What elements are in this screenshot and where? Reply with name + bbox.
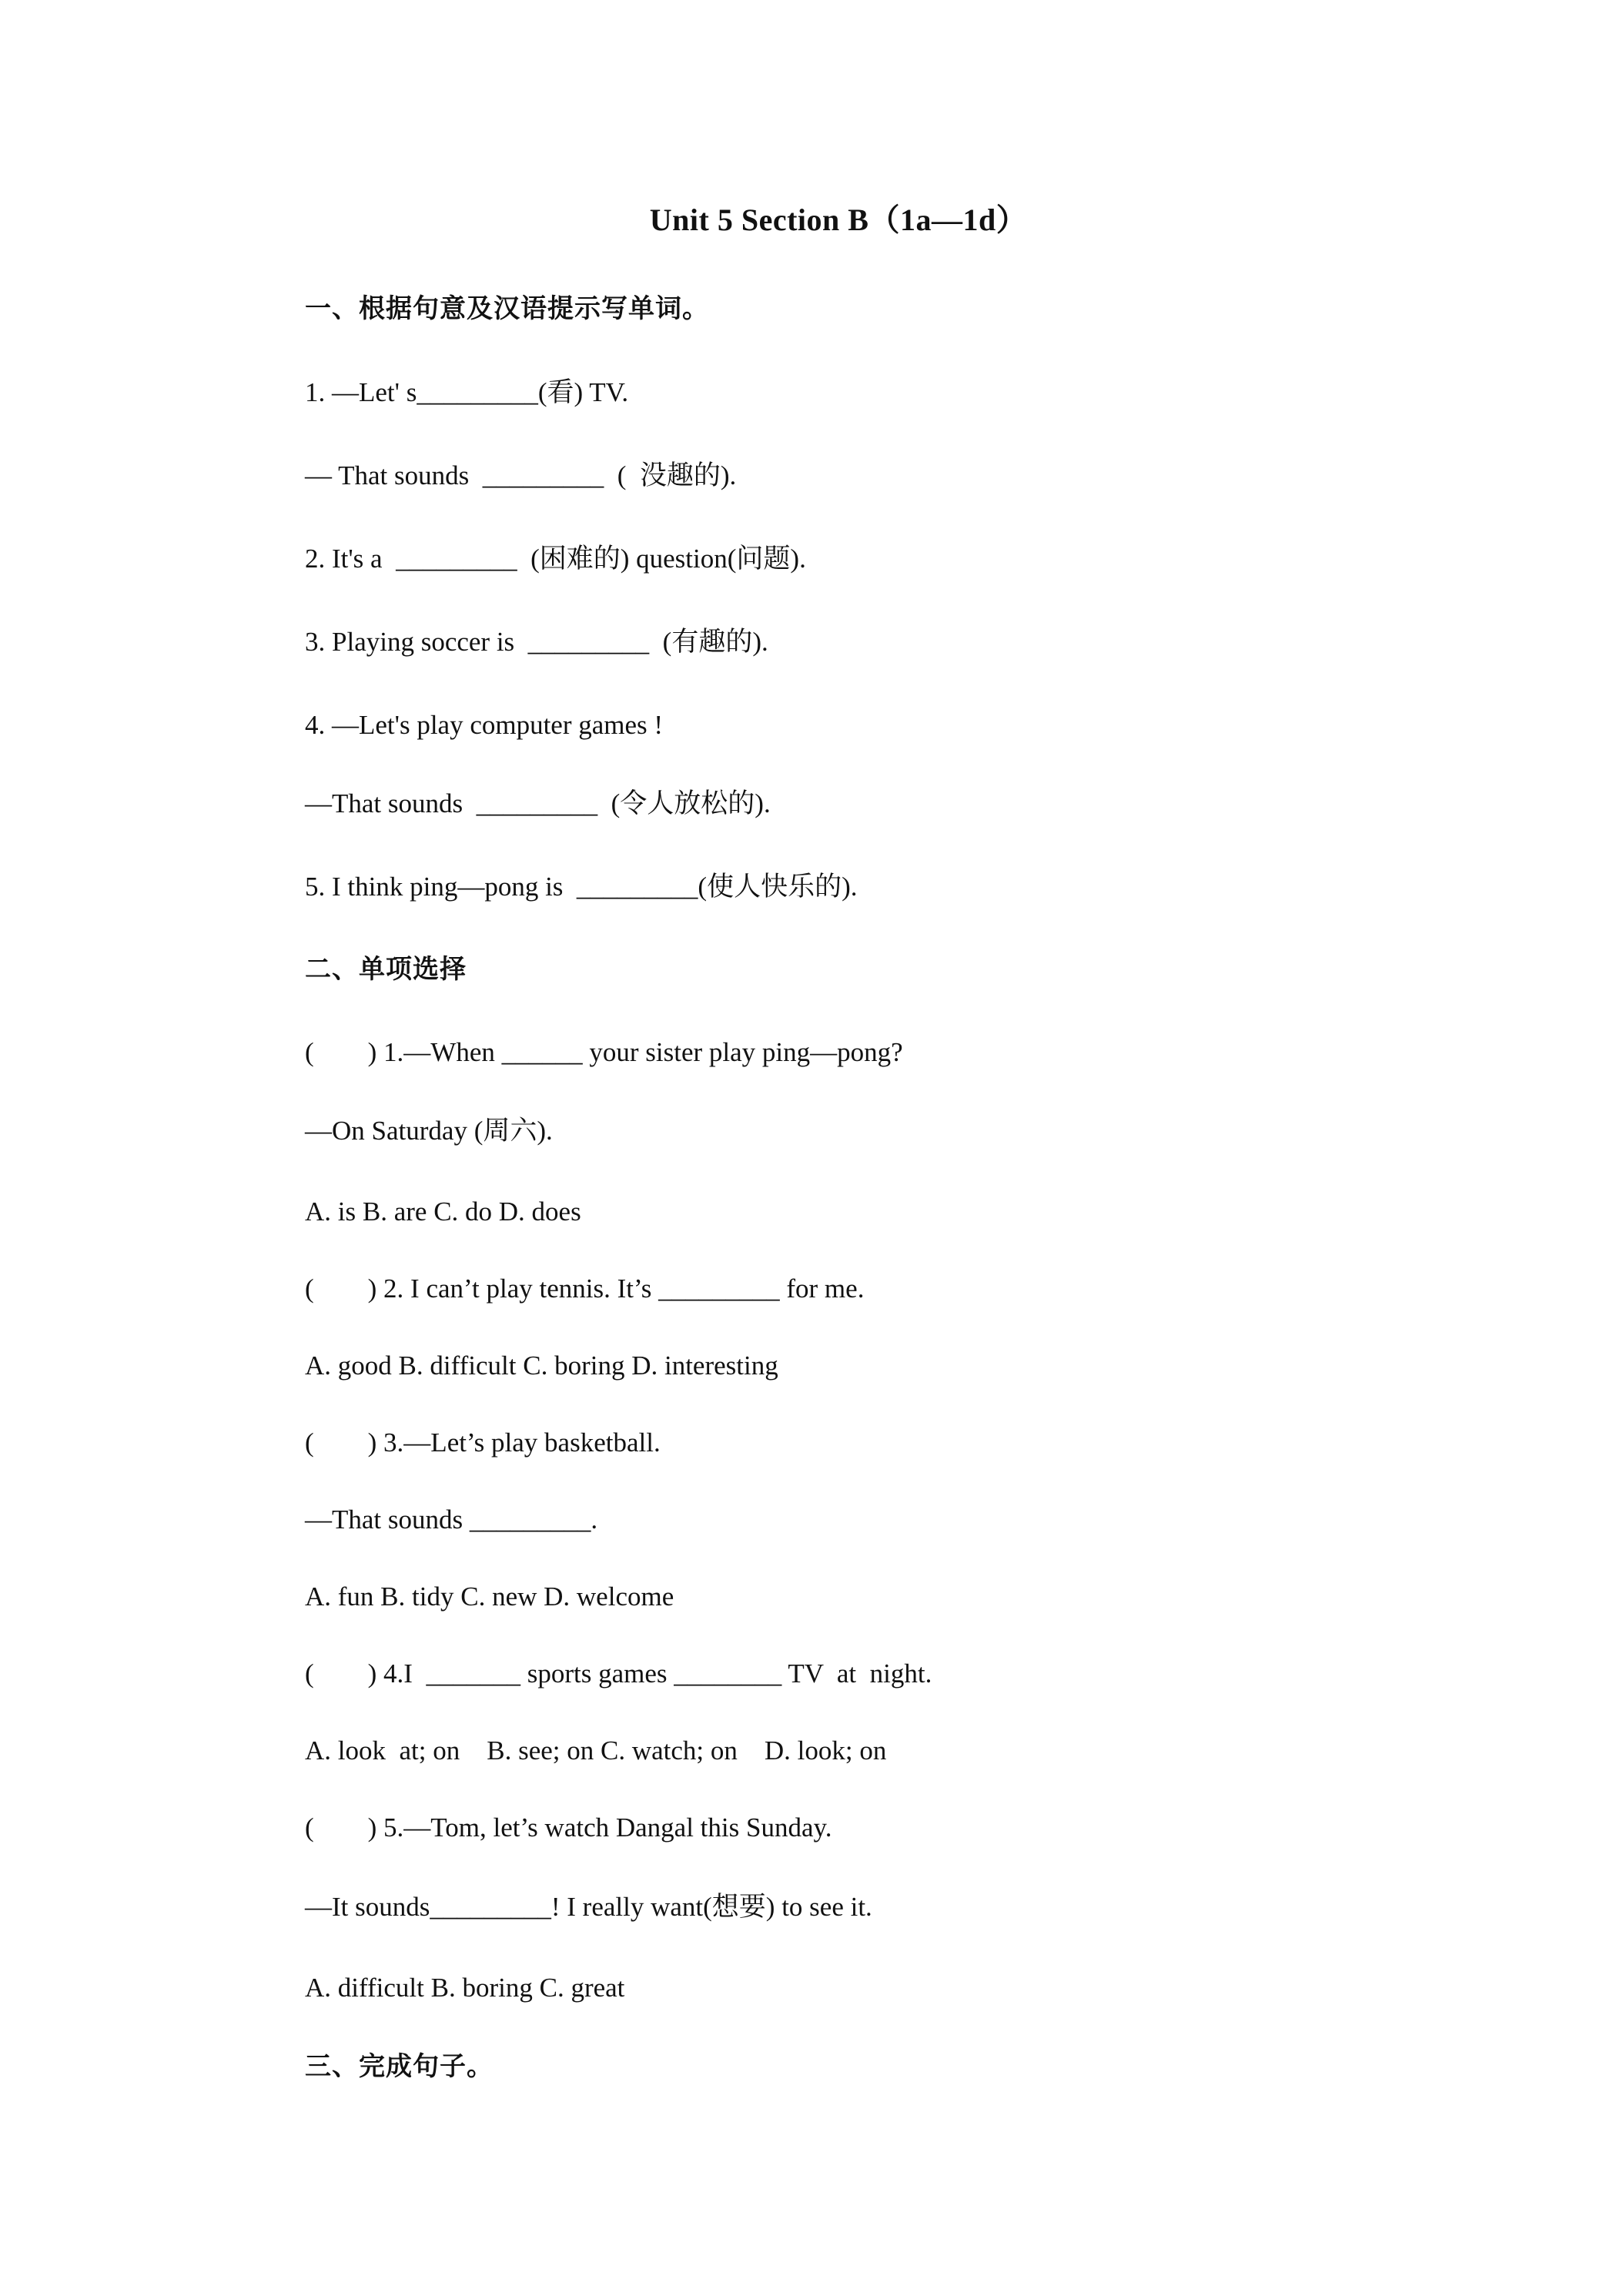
fill-item-5: 5. I think ping—pong is _________(使人快乐的).	[305, 872, 858, 902]
choice-q2: ( ) 2. I can’t play tennis. It’s _________ for me.	[305, 1274, 865, 1304]
choice-q5-options: A. difficult B. boring C. great	[305, 1973, 625, 2003]
fill-item-1-reply: — That sounds _________ ( 没趣的).	[305, 460, 737, 490]
choice-q5-reply: —It sounds_________! I really want(想要) to see it.	[305, 1892, 872, 1922]
choice-q1: ( ) 1.—When ______ your sister play ping—pong?	[305, 1037, 903, 1067]
fill-item-3: 3. Playing soccer is _________ (有趣的).	[305, 627, 768, 657]
choice-q3-reply: —That sounds _________.	[305, 1504, 598, 1535]
choice-q4: ( ) 4.I _______ sports games ________ TV at night.	[305, 1658, 932, 1689]
section2-heading: 二、单项选择	[305, 954, 467, 985]
choice-q1-options: A. is B. are C. do D. does	[305, 1197, 581, 1227]
section1-heading: 一、根据句意及汉语提示写单词。	[305, 293, 709, 324]
choice-q3-options: A. fun B. tidy C. new D. welcome	[305, 1581, 674, 1612]
fill-item-4-reply: —That sounds _________ (令人放松的).	[305, 788, 771, 818]
fill-item-1: 1. —Let' s_________(看) TV.	[305, 377, 629, 407]
choice-q5: ( ) 5.—Tom, let’s watch Dangal this Sunday.	[305, 1812, 832, 1842]
fill-item-2: 2. It's a _________ (困难的) question(问题).	[305, 544, 806, 574]
section3-heading: 三、完成句子。	[305, 2051, 494, 2082]
choice-q1-reply: —On Saturday (周六).	[305, 1116, 553, 1146]
choice-q4-options: A. look at; on B. see; on C. watch; on D. look; on	[305, 1735, 887, 1766]
choice-q2-options: A. good B. difficult C. boring D. interesting	[305, 1350, 778, 1381]
fill-item-4: 4. —Let's play computer games !	[305, 710, 664, 740]
page-title: Unit 5 Section B（1a—1d）	[649, 202, 1028, 237]
choice-q3: ( ) 3.—Let’s play basketball.	[305, 1427, 661, 1458]
